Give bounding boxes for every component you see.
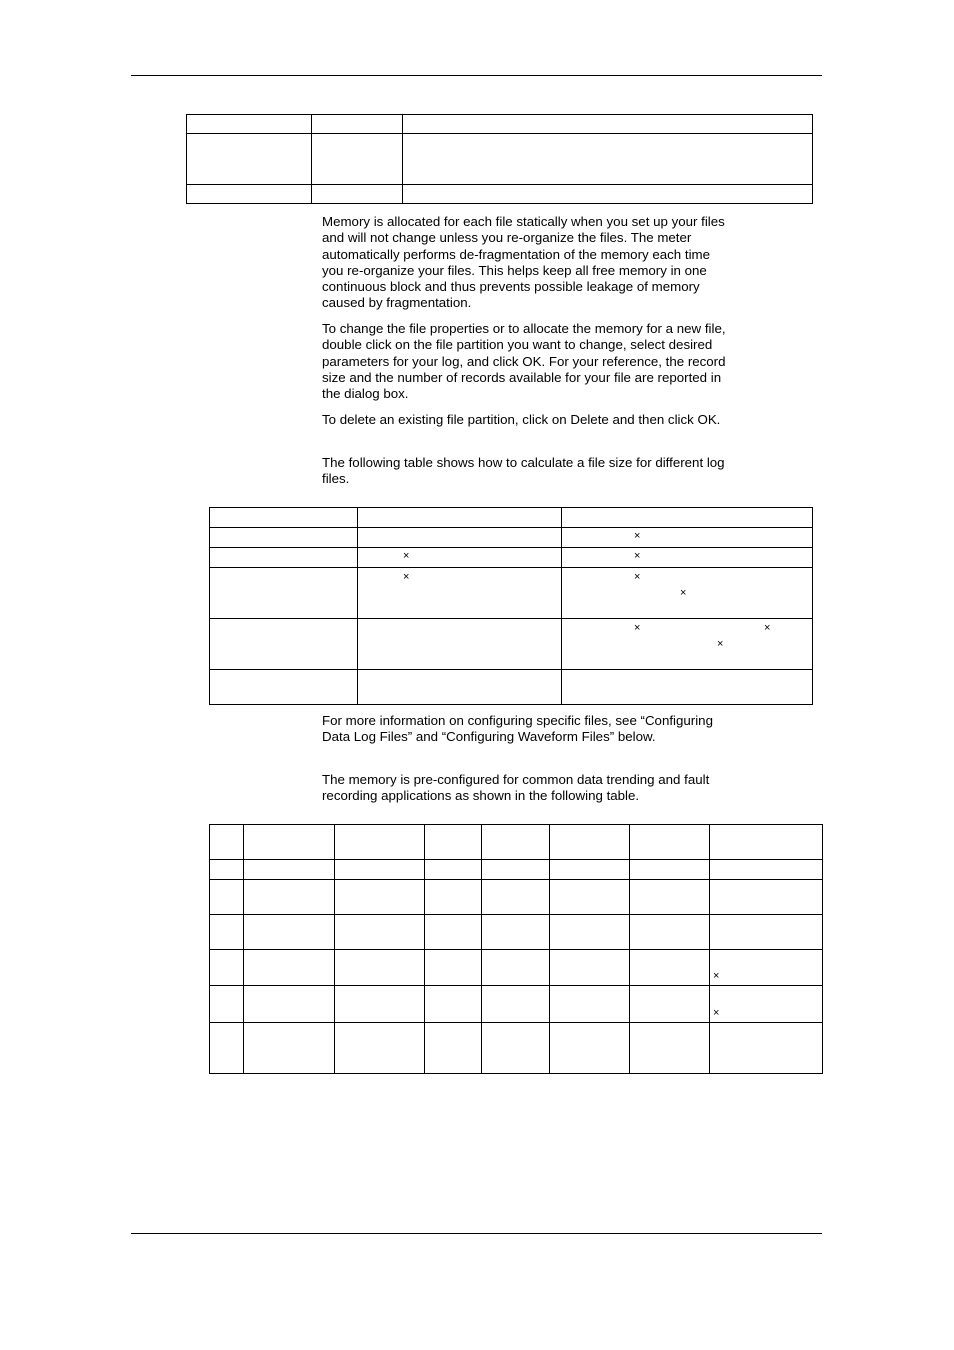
paragraph-file-size-intro: The following table shows how to calculate a file size for different log files. (322, 455, 725, 487)
table-cell (244, 986, 335, 1023)
file-size-table (209, 507, 813, 705)
table-cell (482, 880, 550, 915)
table-cell (630, 880, 710, 915)
table-cell (425, 825, 482, 860)
table-cell (335, 860, 425, 880)
table-cell (210, 548, 358, 568)
table-cell (210, 860, 244, 880)
table-cell (550, 986, 630, 1023)
table-cell (710, 1023, 823, 1074)
table-cell (425, 986, 482, 1023)
multiply-sign: × (634, 530, 641, 542)
table-cell (550, 915, 630, 950)
table-cell (358, 619, 562, 670)
table-cell (210, 508, 358, 528)
table-cell (358, 548, 562, 568)
table-cell (630, 1023, 710, 1074)
table-cell (403, 185, 813, 204)
multiply-sign: × (713, 1007, 720, 1019)
table-cell (210, 825, 244, 860)
table-cell (210, 528, 358, 548)
table-cell (562, 568, 813, 619)
table-cell (244, 880, 335, 915)
table-cell (335, 950, 425, 986)
table-cell (550, 1023, 630, 1074)
table-cell (210, 880, 244, 915)
multiply-sign: × (634, 571, 641, 583)
table-cell (244, 825, 335, 860)
table-cell (210, 986, 244, 1023)
table-cell (187, 134, 312, 185)
paragraph-delete-partition: To delete an existing file partition, click on Delete and then click OK. (322, 412, 721, 427)
multiply-sign: × (713, 970, 720, 982)
table-cell (630, 860, 710, 880)
table-cell (550, 825, 630, 860)
table-cell (210, 915, 244, 950)
table-cell (425, 860, 482, 880)
table-cell (550, 950, 630, 986)
table-cell (482, 915, 550, 950)
multiply-sign: × (403, 550, 410, 562)
paragraph-memory-allocation: Memory is allocated for each file statically when you set up your files and will not change unless you re-organize the files. The meter automatically performs de-fragmentation of the memory each time you re-organize your files. This helps keep all free memory in one continuous block and thus prevents possible leakage of memory caused by fragmentation. (322, 214, 725, 311)
table-cell (358, 568, 562, 619)
table-cell (710, 860, 823, 880)
table-cell (562, 508, 813, 528)
multiply-sign: × (717, 638, 724, 650)
table-cell (550, 880, 630, 915)
table-cell (710, 986, 823, 1023)
paragraph-more-information: For more information on configuring specific files, see “Configuring Data Log Files” and “Configuring Waveform Files” below. (322, 713, 713, 745)
table-cell (244, 915, 335, 950)
file-table-top (186, 114, 813, 204)
table-cell (425, 915, 482, 950)
table-cell (710, 880, 823, 915)
table-cell (244, 950, 335, 986)
table-cell (562, 670, 813, 705)
table-cell (244, 1023, 335, 1074)
header-rule (131, 75, 822, 76)
table-cell (482, 950, 550, 986)
multiply-sign: × (634, 622, 641, 634)
table-cell (630, 986, 710, 1023)
table-cell (358, 670, 562, 705)
table-cell (358, 528, 562, 548)
paragraph-pre-configured: The memory is pre-configured for common data trending and fault recording applications as shown in the following table. (322, 772, 710, 804)
paragraph-change-file-properties: To change the file properties or to allocate the memory for a new file, double click on the file partition you want to change, select desired parameters for your log, and click OK. For your reference, the record size and the number of records available for your file are reported in the dialog box. (322, 321, 726, 402)
table-cell (425, 880, 482, 915)
table-cell (562, 528, 813, 548)
table-cell (630, 915, 710, 950)
table-cell (550, 860, 630, 880)
multiply-sign: × (634, 550, 641, 562)
table-cell (187, 115, 312, 134)
table-cell (210, 670, 358, 705)
table-cell (244, 860, 335, 880)
table-cell (482, 860, 550, 880)
table-cell (425, 1023, 482, 1074)
table-cell (425, 950, 482, 986)
table-cell (335, 986, 425, 1023)
table-cell (630, 950, 710, 986)
table-cell (335, 880, 425, 915)
table-cell (403, 134, 813, 185)
table-cell (562, 619, 813, 670)
table-cell (710, 915, 823, 950)
multiply-sign: × (764, 622, 771, 634)
table-cell (312, 115, 403, 134)
table-cell (210, 950, 244, 986)
table-cell (210, 1023, 244, 1074)
table-cell (210, 568, 358, 619)
table-cell (335, 915, 425, 950)
table-cell (482, 1023, 550, 1074)
table-cell (335, 1023, 425, 1074)
table-cell (482, 825, 550, 860)
multiply-sign: × (680, 587, 687, 599)
table-cell (482, 986, 550, 1023)
table-cell (403, 115, 813, 134)
footer-rule (131, 1233, 822, 1234)
table-cell (562, 548, 813, 568)
table-cell (312, 185, 403, 204)
table-cell (312, 134, 403, 185)
table-cell (335, 825, 425, 860)
table-cell (630, 825, 710, 860)
table-cell (710, 950, 823, 986)
multiply-sign: × (403, 571, 410, 583)
table-cell (210, 619, 358, 670)
preconfigured-memory-table (209, 824, 823, 1074)
table-cell (187, 185, 312, 204)
table-cell (358, 508, 562, 528)
table-cell (710, 825, 823, 860)
